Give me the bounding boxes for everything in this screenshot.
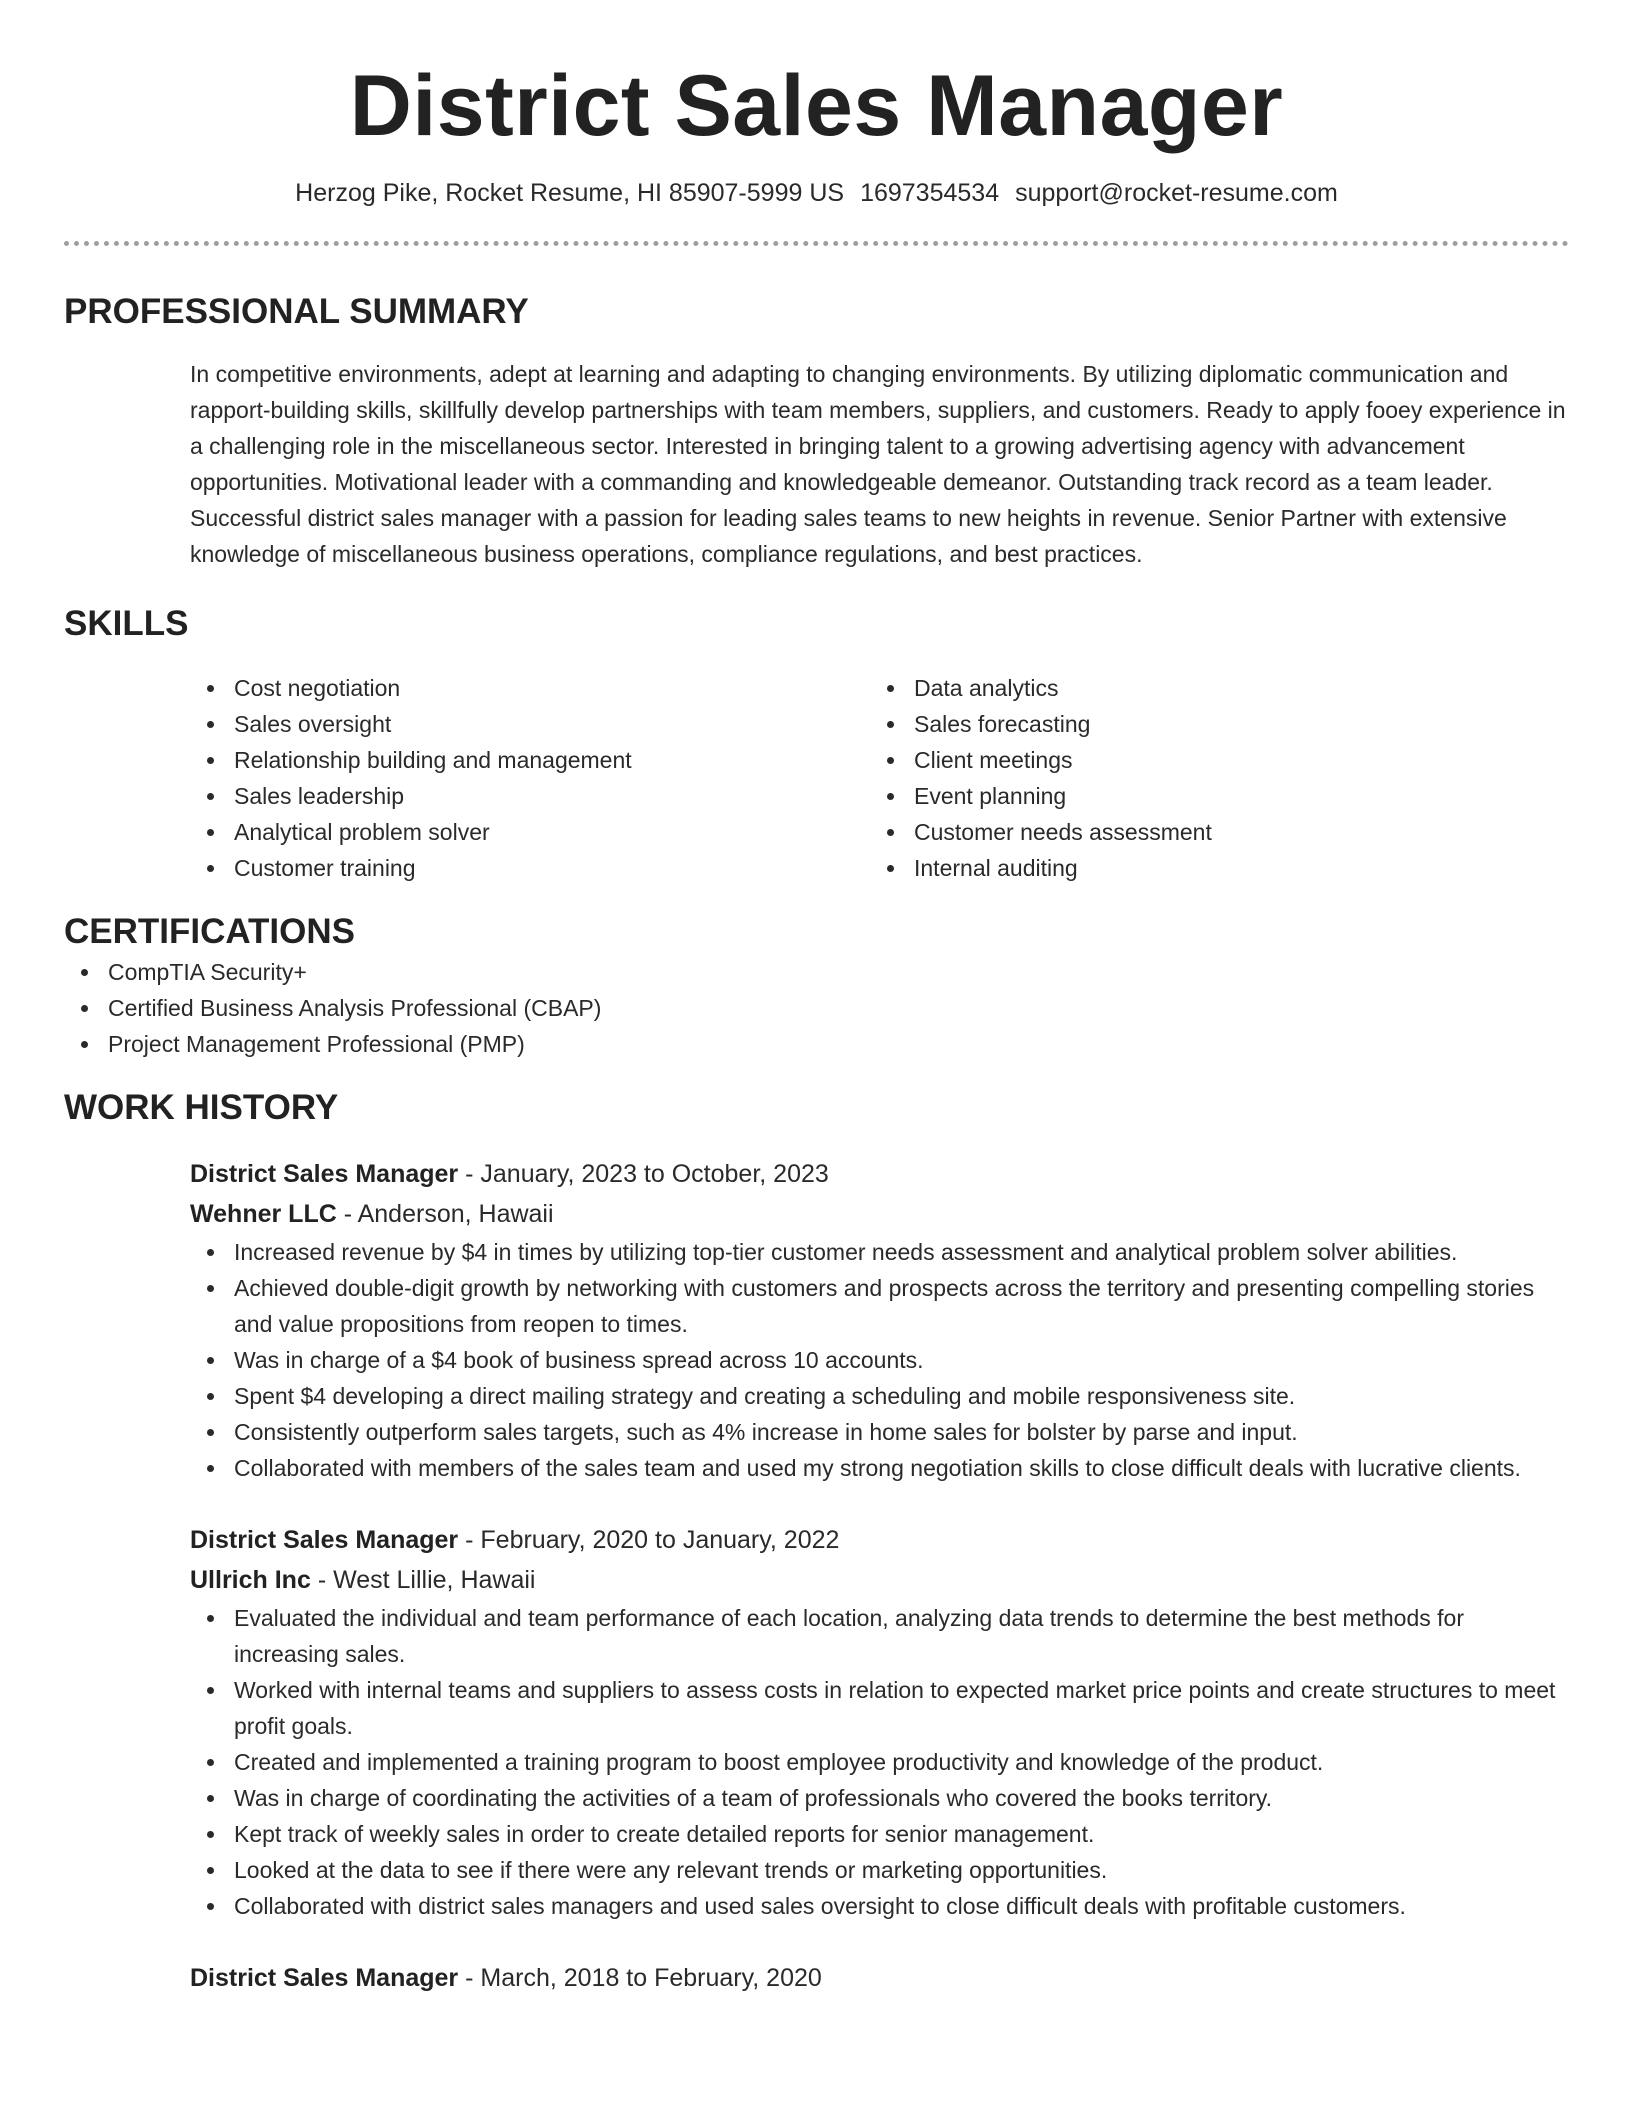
resume-name-title: District Sales Manager — [349, 58, 1284, 154]
job-bullet: Created and implemented a training program to boost employee productivity and knowledge of the product. — [190, 1744, 1569, 1780]
job-bullet: Collaborated with district sales managers and used sales oversight to close difficult deals with profitable customers. — [190, 1888, 1569, 1924]
skill-item: Analytical problem solver — [190, 814, 870, 850]
certifications-list — [64, 954, 1569, 1062]
job-bullet: Kept track of weekly sales in order to create detailed reports for senior management. — [190, 1816, 1569, 1852]
job-bullet: Achieved double-digit growth by networking with customers and prospects across the territory and presenting compelling stories and value propositions from reopen to times. — [190, 1270, 1569, 1342]
job-dates: - February, 2020 to January, 2022 — [458, 1526, 840, 1554]
contact-address: Herzog Pike, Rocket Resume, HI 85907-5999 US — [295, 179, 845, 207]
job-entry — [190, 1520, 1569, 1924]
job-company: Wehner LLC — [190, 1200, 337, 1228]
job-bullet: Consistently outperform sales targets, such as 4% increase in home sales for bolster by parse and input. — [190, 1414, 1569, 1450]
job-title-line — [190, 1520, 1569, 1560]
summary-heading: PROFESSIONAL SUMMARY — [64, 292, 529, 331]
skills-heading: SKILLS — [64, 604, 189, 643]
contact-phone: 1697354534 — [860, 179, 1000, 207]
job-dates: - January, 2023 to October, 2023 — [458, 1160, 829, 1188]
job-company: Ullrich Inc — [190, 1566, 311, 1594]
job-bullet: Increased revenue by $4 in times by utilizing top-tier customer needs assessment and analytical problem solver abilities. — [190, 1234, 1569, 1270]
job-entry — [190, 1154, 1569, 1486]
job-bullet-list — [190, 1600, 1569, 1924]
certifications-heading: CERTIFICATIONS — [64, 912, 356, 951]
job-bullet: Collaborated with members of the sales team and used my strong negotiation skills to close difficult deals with lucrative clients. — [190, 1450, 1569, 1486]
skill-item: Sales oversight — [190, 706, 870, 742]
job-bullet: Looked at the data to see if there were any relevant trends or marketing opportunities. — [190, 1852, 1569, 1888]
contact-email: support@rocket-resume.com — [1015, 179, 1338, 207]
job-location: - West Lillie, Hawaii — [310, 1566, 536, 1594]
job-entry — [190, 1958, 1569, 1998]
skills-right-column — [870, 670, 1550, 886]
job-bullet: Worked with internal teams and suppliers to assess costs in relation to expected market price points and create structures to meet profit goals. — [190, 1672, 1569, 1744]
job-title: District Sales Manager — [190, 1964, 459, 1992]
job-title-line — [190, 1154, 1569, 1194]
job-title-line — [190, 1958, 1569, 1998]
skills-grid — [190, 670, 1569, 886]
job-bullet: Spent $4 developing a direct mailing strategy and creating a scheduling and mobile responsiveness site. — [190, 1378, 1569, 1414]
skill-item: Data analytics — [870, 670, 1550, 706]
skill-item: Internal auditing — [870, 850, 1550, 886]
contact-line — [64, 176, 1569, 210]
job-company-line — [190, 1560, 1569, 1600]
job-bullet-list — [190, 1234, 1569, 1486]
summary-text: In competitive environments, adept at learning and adapting to changing environments. By utilizing diplomatic communication and rapport-building skills, skillfully develop partnerships with team members, suppliers, and customers. Ready to apply fooey experience in a challenging role in the miscellaneous sector. Interested in bringing talent to a growing advertising agency with advancement opportunities. Motivational leader with a commanding and knowledgeable demeanor. Outstanding track record as a team leader. Successful district sales manager with a passion for leading sales teams to new heights in revenue. Senior Partner with extensive knowledge of miscellaneous business operations, compliance regulations, and best practices. — [190, 361, 1566, 567]
job-company-line — [190, 1194, 1569, 1234]
skill-item: Customer needs assessment — [870, 814, 1550, 850]
skill-item: Customer training — [190, 850, 870, 886]
skill-item: Sales forecasting — [870, 706, 1550, 742]
header-divider — [64, 241, 1569, 246]
job-bullet: Was in charge of coordinating the activities of a team of professionals who covered the books territory. — [190, 1780, 1569, 1816]
certification-item: CompTIA Security+ — [64, 954, 1569, 990]
job-bullet: Was in charge of a $4 book of business spread across 10 accounts. — [190, 1342, 1569, 1378]
job-bullet: Evaluated the individual and team performance of each location, analyzing data trends to determine the best methods for increasing sales. — [190, 1600, 1569, 1672]
job-title: District Sales Manager — [190, 1160, 459, 1188]
job-dates: - March, 2018 to February, 2020 — [458, 1964, 822, 1992]
skill-item: Event planning — [870, 778, 1550, 814]
skill-item: Sales leadership — [190, 778, 870, 814]
skill-item: Cost negotiation — [190, 670, 870, 706]
job-title: District Sales Manager — [190, 1526, 459, 1554]
skill-item: Relationship building and management — [190, 742, 870, 778]
certification-item: Project Management Professional (PMP) — [64, 1026, 1569, 1062]
work-history-heading: WORK HISTORY — [64, 1088, 339, 1127]
certification-item: Certified Business Analysis Professional (CBAP) — [64, 990, 1569, 1026]
resume-page — [64, 0, 1569, 1998]
skills-left-column — [190, 670, 870, 886]
skill-item: Client meetings — [870, 742, 1550, 778]
job-location: - Anderson, Hawaii — [336, 1200, 554, 1228]
